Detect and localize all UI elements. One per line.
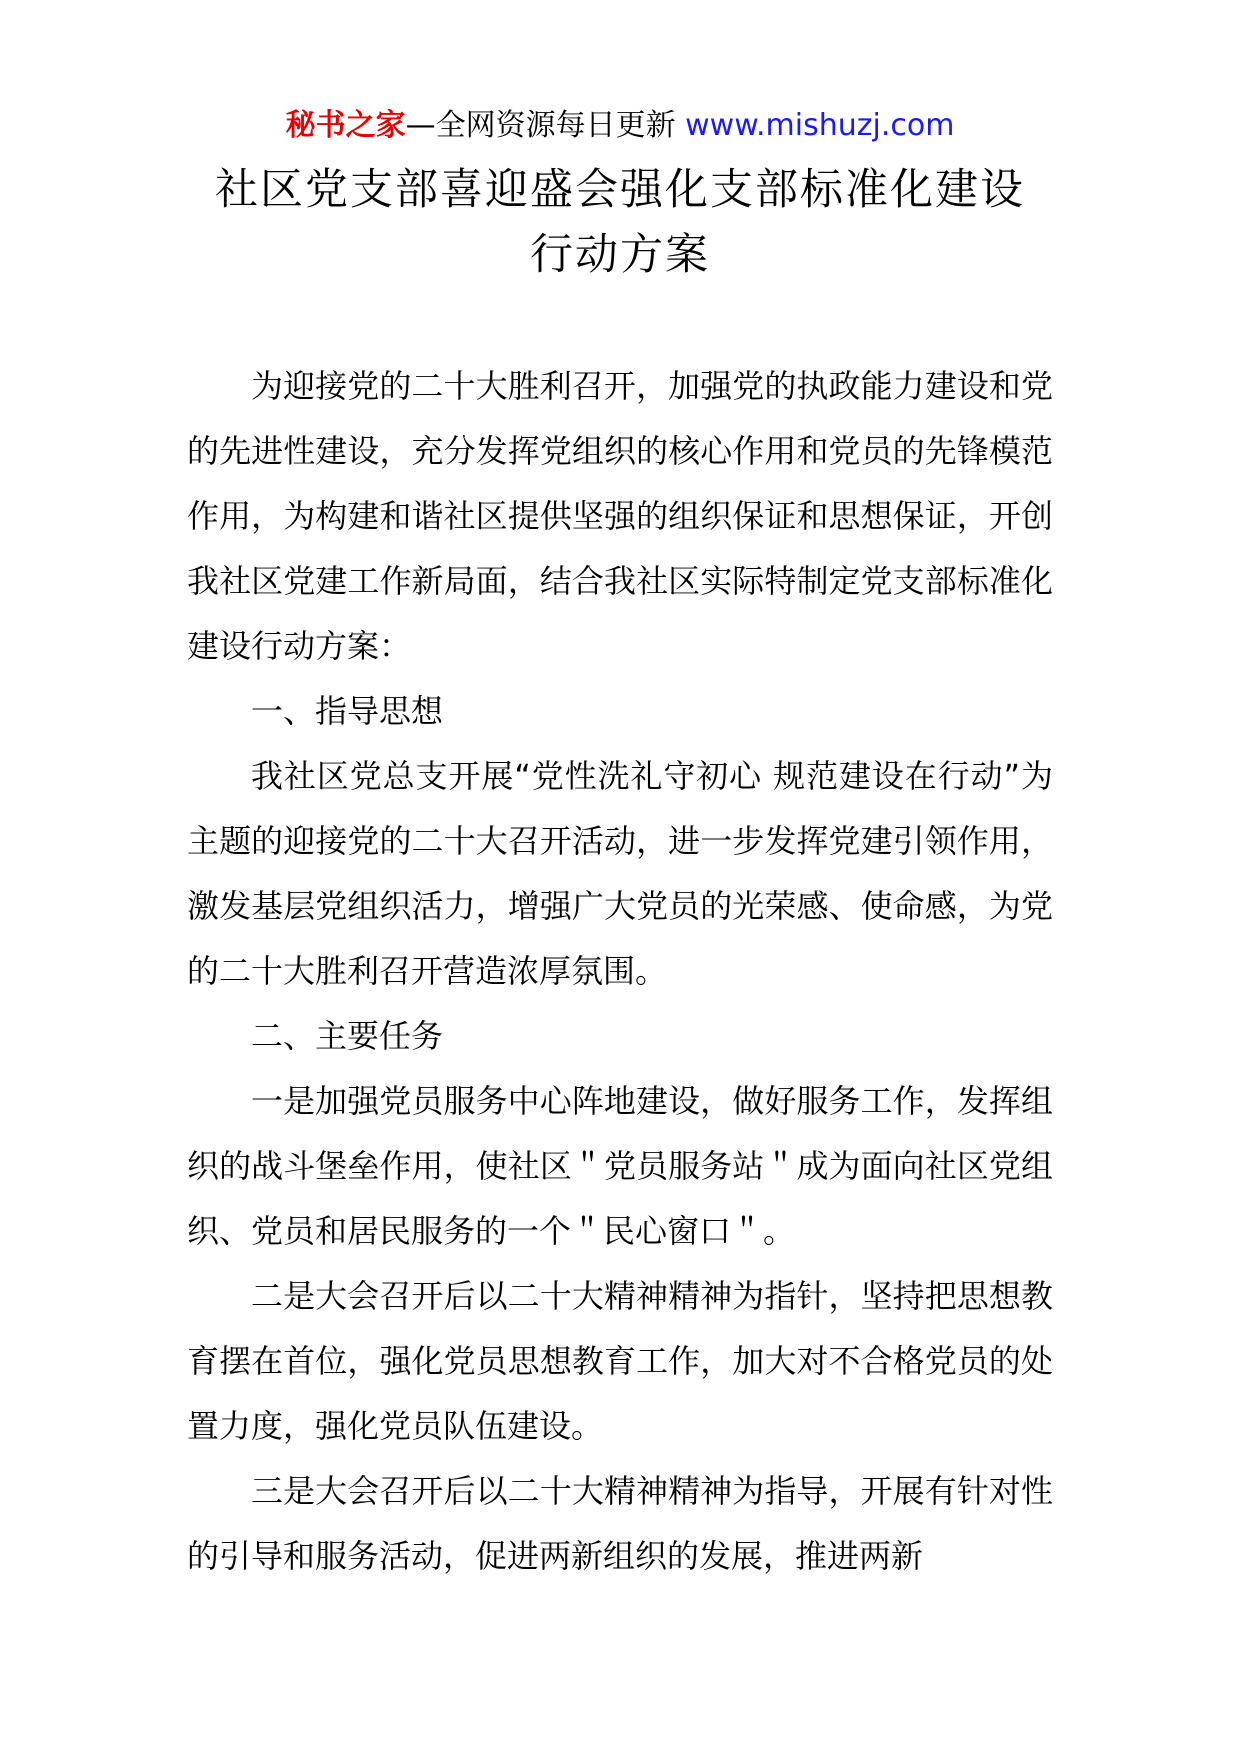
title-line-2: 行动方案 [530,230,710,280]
site-url[interactable]: www.mishuzj.com [685,108,955,143]
title-line-1: 社区党支部喜迎盛会强化支部标准化建设 [215,165,1025,215]
site-brand: 秘书之家 [285,108,406,143]
section-heading-guiding-ideology: 一、指导思想 [251,692,444,730]
intro-paragraph: 为迎接党的二十大胜利召开，加强党的执政能力建设和党的先进性建设，充分发挥党组织的核心作用和党员的先锋模范作用，为构建和谐社区提供坚强的组织保证和思想保证，开创我社区党建工作新局面，结合我社区实际特制定党支部标准化建设行动方案： [187,367,1053,665]
site-slogan: —全网资源每日更新 [405,108,686,143]
guiding-ideology-paragraph: 我社区党总支开展“党性洗礼守初心 规范建设在行动”为主题的迎接党的二十大召开活动，进一步发挥党建引领作用，激发基层党组织活力，增强广大党员的光荣感、使命感，为党的二十大胜利召开营造浓厚氛围。 [187,757,1053,990]
task-three-paragraph: 三是大会召开后以二十大精神精神为指导，开展有针对性的引导和服务活动，促进两新组织的发展，推进两新 [187,1472,1053,1575]
document-title [0,158,1240,288]
section-heading-main-tasks: 二、主要任务 [251,1017,444,1055]
task-one-paragraph: 一是加强党员服务中心阵地建设，做好服务工作，发挥组织的战斗堡垒作用，使社区＂党员服务站＂成为面向社区党组织、党员和居民服务的一个＂民心窗口＂。 [187,1082,1053,1250]
site-header [0,104,1240,148]
document-body [187,354,1053,1589]
task-two-paragraph: 二是大会召开后以二十大精神精神为指针，坚持把思想教育摆在首位，强化党员思想教育工作，加大对不合格党员的处置力度，强化党员队伍建设。 [187,1277,1053,1445]
